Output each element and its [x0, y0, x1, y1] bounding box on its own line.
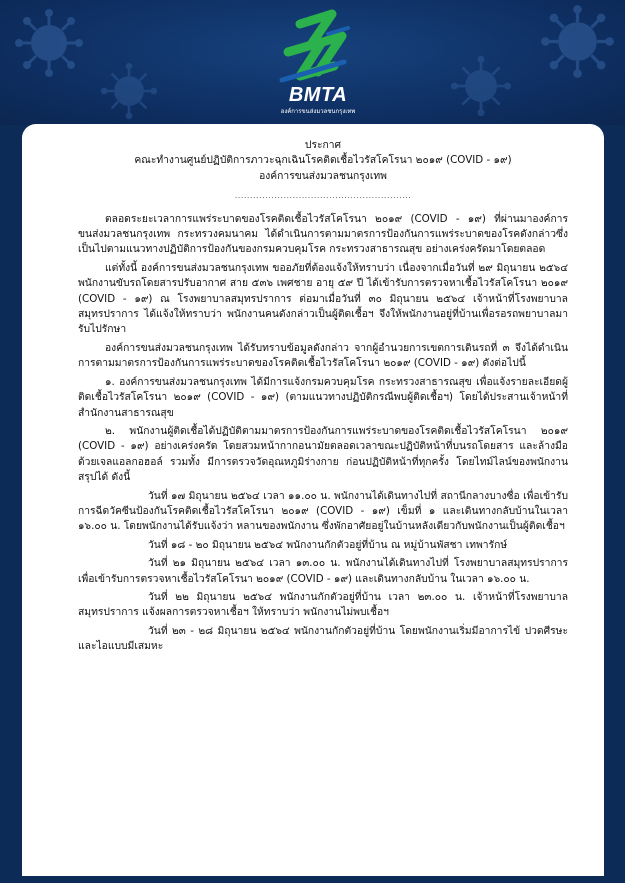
paragraph: ตลอดระยะเวลาการแพร่ระบาดของโรคติดเชื้อไวรัสโคโรนา ๒๐๑๙ (COVID - ๑๙) ที่ผ่านมาองค์การขนส่งมวลชนกรุงเทพ กระทรวงคมนาคม ได้ดำเนินการตามมาตรการป้องกันการแพร่ระบาดของโรคดังกล่าวซึ่งเป็นไปตามแนวทางปฏิบัติการป้องกันของกรมควบคุมโรค กระทรวงสาธารณสุข อย่างเคร่งครัดมาโดยตลอด: [78, 212, 568, 256]
announcement-content: [78, 138, 568, 658]
announcement-subheading: คณะทำงานศูนย์ปฏิบัติการภาวะฉุกเฉินโรคติดเชื้อไวรัสโคโรนา ๒๐๑๙ (COVID - ๑๙): [134, 154, 512, 167]
logo-subtext: องค์การขนส่งมวลชนกรุงเทพ: [280, 108, 356, 115]
title-block: [78, 138, 568, 184]
timeline-entry: วันที่ ๑๗ มิถุนายน ๒๕๖๔ เวลา ๑๑.๐๐ น. พนักงานได้เดินทางไปที่ สถานีกลางบางซื่อ เพื่อเข้ารับการฉีดวัคซีนป้องกันโรคติดเชื้อไวรัสโคโรนา ๒๐๑๙ (COVID - ๑๙) เข็มที่ ๑ และเดินทางกลับบ้านในเวลา ๑๖.๐๐ น. โดยพนักงานได้รับแจ้งว่า หลานของพนักงาน ซึ่งพักอาศัยอยู่ในบ้านหลังเดียวกับพนักงานเป็นผู้ติดเชื้อฯ: [78, 489, 568, 533]
header-banner: [0, 0, 625, 125]
organization-name: องค์การขนส่งมวลชนกรุงเทพ: [259, 169, 387, 182]
paragraph: ๑. องค์การขนส่งมวลชนกรุงเทพ ได้มีการแจ้งกรมควบคุมโรค กระทรวงสาธารณสุข เพื่อแจ้งรายละเอียดผู้ติดเชื้อไวรัสโคโรนา ๒๐๑๙ (COVID - ๑๙) (ตามแนวทางปฏิบัติกรณีพบผู้ติดเชื้อฯ) โดยได้ประสานเจ้าหน้าที่สำนักงานสาธารณสุข: [78, 375, 568, 419]
separator: ..........................................................: [234, 191, 412, 201]
virus-icon: [450, 55, 512, 117]
paragraph: ๒. พนักงานผู้ติดเชื้อได้ปฏิบัติตามมาตรการป้องกันการแพร่ระบาดของโรคติดเชื้อไวรัสโคโรนา ๒๐๑๙ (COVID - ๑๙) อย่างเคร่งครัด โดยสวมหน้ากากอนามัยตลอดเวลาขณะปฏิบัติหน้าที่บนรถโดยสาร และล้างมือด้วยเจลแอลกอฮอล์ รวมทั้ง มีการตรวจวัดอุณหภูมิร่างกาย ก่อนปฏิบัติหน้าที่ทุกครั้ง โดยไทม์ไลน์ของพนักงานสรุปได้ ดังนี้: [78, 424, 568, 484]
timeline-entry: วันที่ ๒๓ - ๒๘ มิถุนายน ๒๕๖๔ พนักงานกักตัวอยู่ที่บ้าน โดยพนักงานเริ่มมีอาการไข้ ปวดศีรษะ และไอแบบมีเสมหะ: [78, 624, 568, 653]
announcement-sheet: [22, 124, 604, 876]
timeline-entry: วันที่ ๒๒ มิถุนายน ๒๕๖๔ พนักงานกักตัวอยู่ที่บ้าน เวลา ๒๓.๐๐ น. เจ้าหน้าที่โรงพยาบาลสมุทรปราการ แจ้งผลการตรวจหาเชื้อฯ ให้ทราบว่า พนักงานไม่พบเชื้อฯ: [78, 590, 568, 619]
paragraph: องค์การขนส่งมวลชนกรุงเทพ ได้รับทราบข้อมูลดังกล่าว จากผู้อำนวยการเขตการเดินรถที่ ๓ จึงได้ดำเนินการตามมาตรการป้องกันการแพร่ระบาดของโรคติดเชื้อไวรัสโคโรนา ๒๐๑๙ (COVID - ๑๙) ดังต่อไปนี้: [78, 341, 568, 370]
timeline-entry: วันที่ ๑๘ - ๒๐ มิถุนายน ๒๕๖๔ พนักงานกักตัวอยู่ที่บ้าน ณ หมู่บ้านพัสชา เทพารักษ์: [148, 538, 508, 551]
virus-icon: [100, 62, 158, 120]
virus-icon: [14, 8, 84, 78]
paragraph: แต่ทั้งนี้ องค์การขนส่งมวลชนกรุงเทพ ขออภัยที่ต้องแจ้งให้ทราบว่า เนื่องจากเมื่อวันที่ ๒๙ มิถุนายน ๒๕๖๔ พนักงานขับรถโดยสารปรับอากาศ สาย ๕๓๖ เพศชาย อายุ ๕๙ ปี ได้เข้ารับการตรวจหาเชื้อไวรัสโคโรนา ๒๐๑๙ (COVID - ๑๙) ณ โรงพยาบาลสมุทรปราการ ต่อมาเมื่อวันที่ ๓๐ มิถุนายน ๒๕๖๔ เจ้าหน้าที่โรงพยาบาลสมุทรปราการ ได้แจ้งให้ทราบว่า พนักงานคนดังกล่าวเป็นผู้ติดเชื้อฯ จึงให้พนักงานอยู่ที่บ้านเพื่อรอรถพยาบาลมารับไปรักษา: [78, 261, 568, 336]
announcement-heading: ประกาศ: [304, 139, 342, 151]
virus-icon: [540, 4, 615, 79]
timeline-entry: วันที่ ๒๑ มิถุนายน ๒๕๖๔ เวลา ๑๓.๐๐ น. พนักงานได้เดินทางไปที่ โรงพยาบาลสมุทรปราการ เพื่อเข้ารับการตรวจหาเชื้อไวรัสโคโรนา ๒๐๑๙ (COVID - ๑๙) และเดินทางกลับบ้าน ในเวลา ๑๖.๐๐ น.: [78, 557, 568, 585]
logo-text: BMTA: [288, 84, 348, 106]
